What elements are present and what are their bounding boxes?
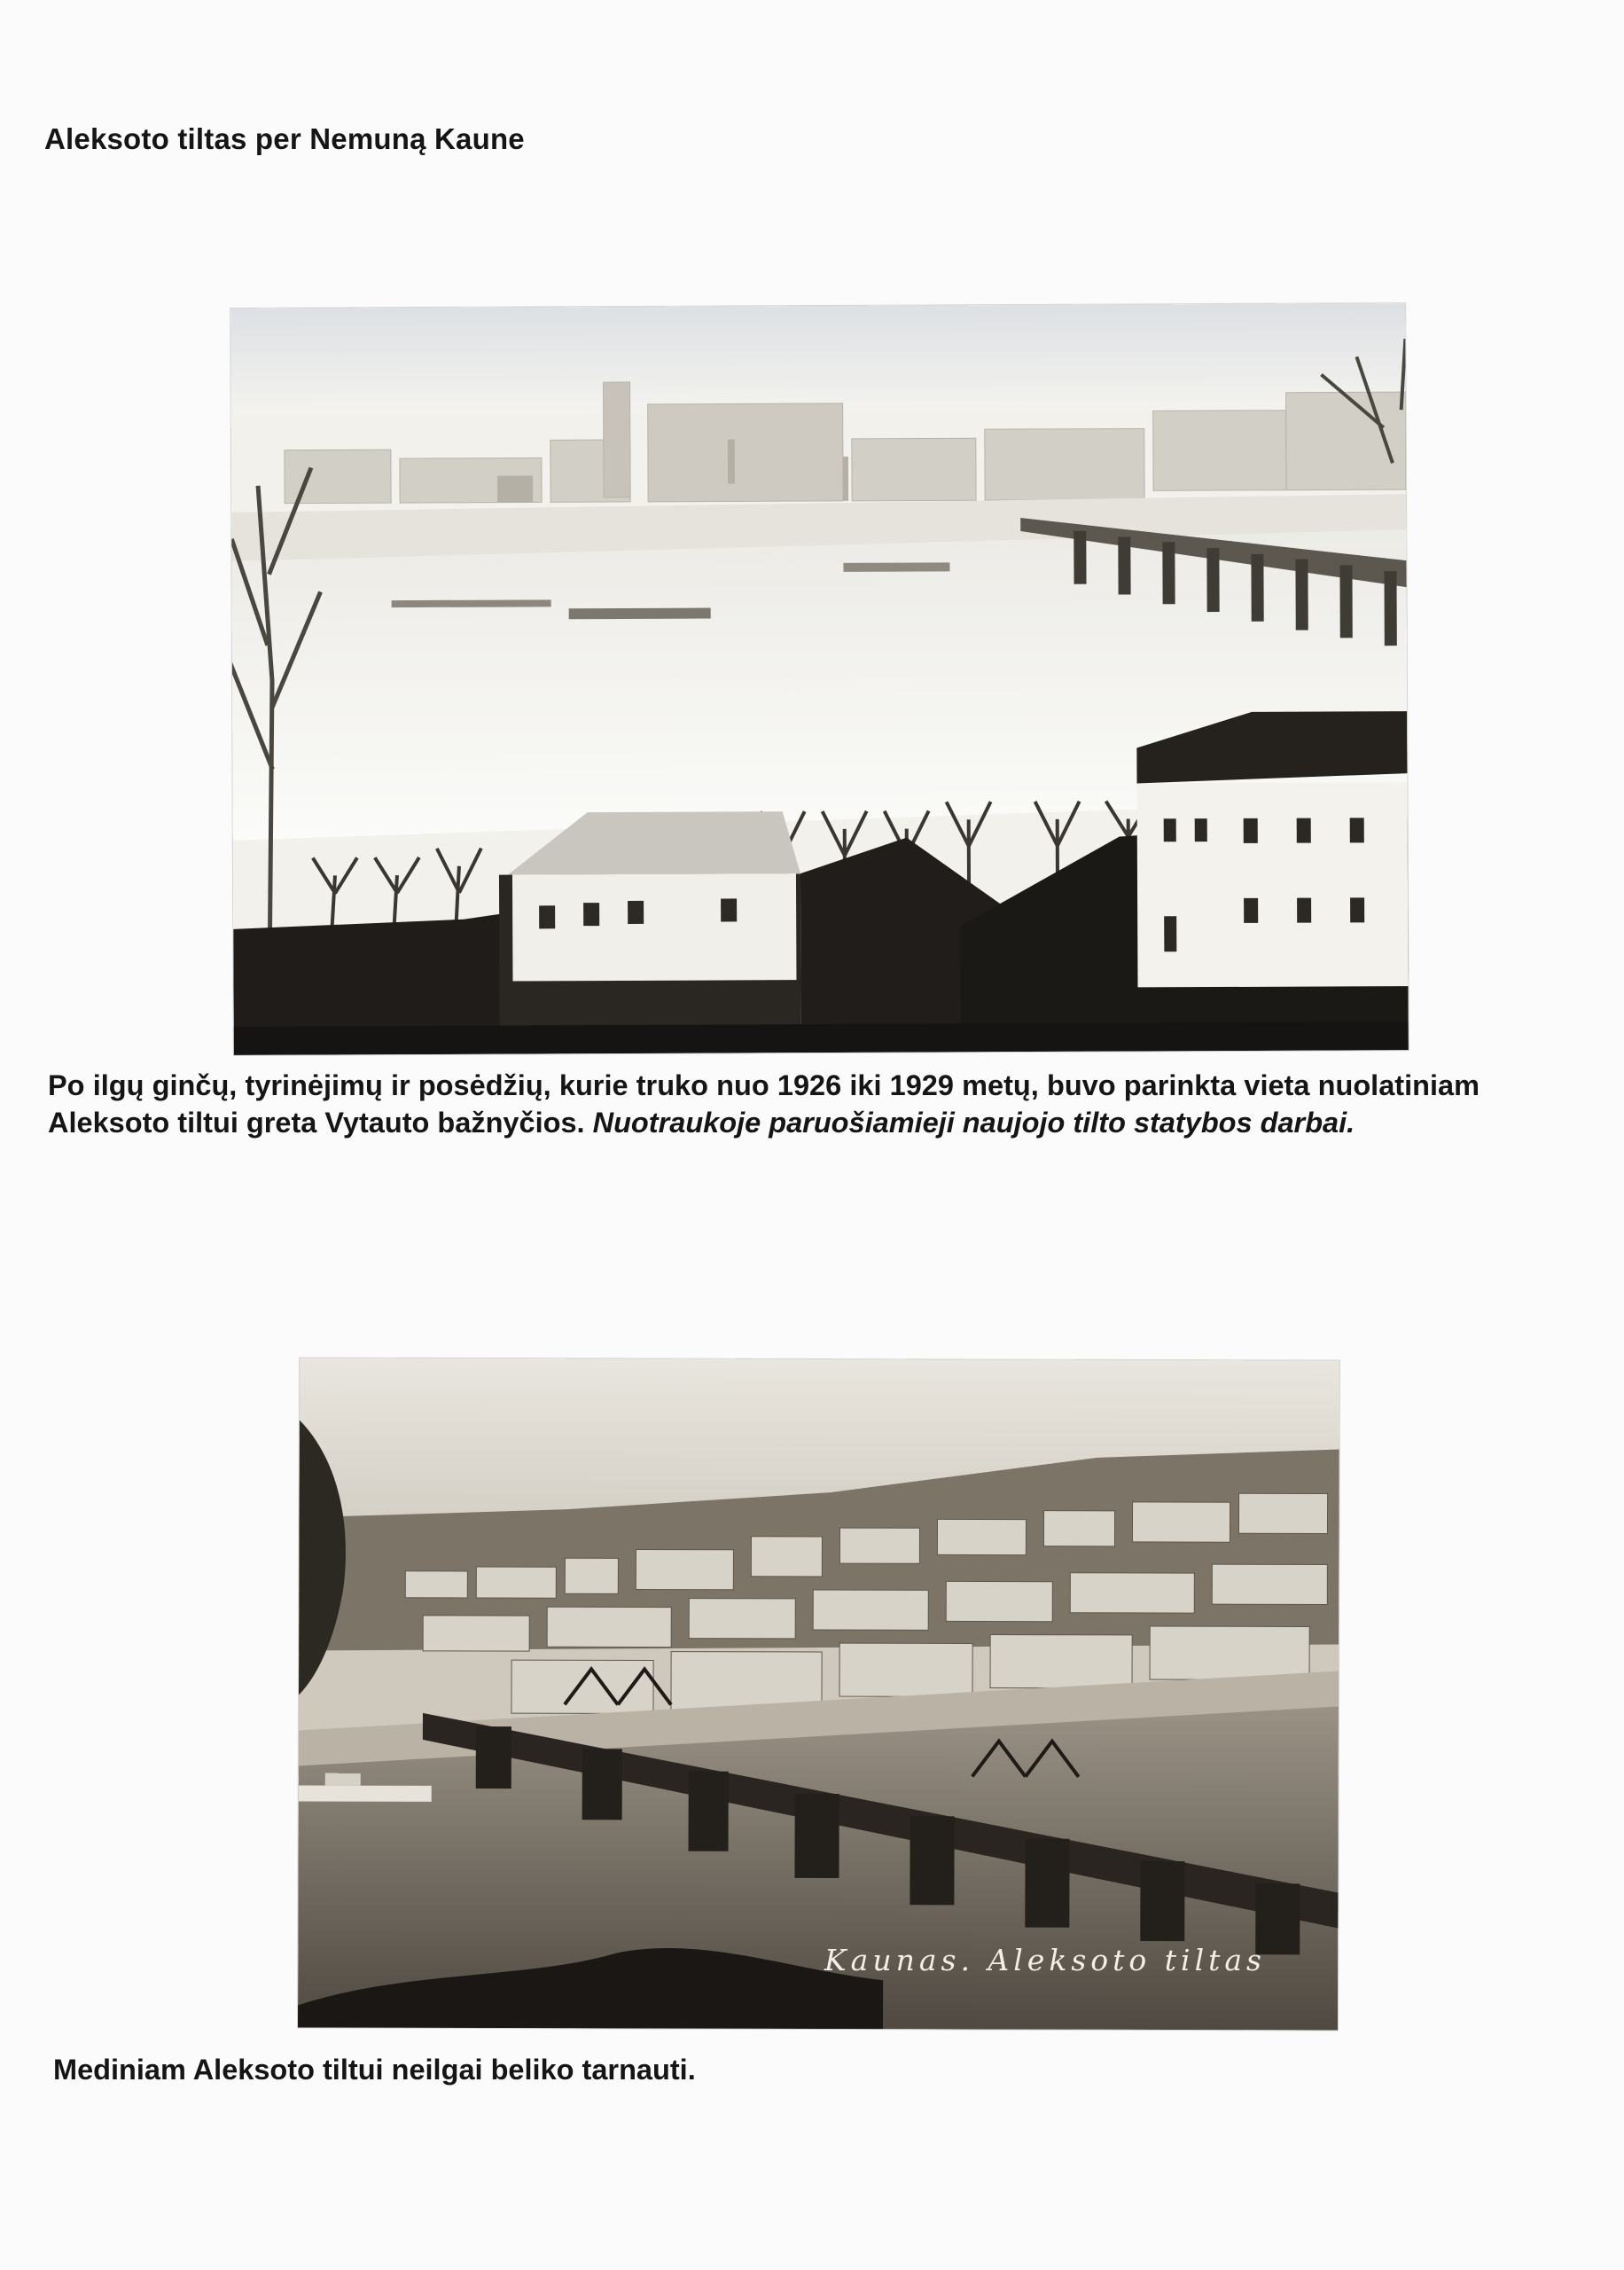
page-heading: Aleksoto tiltas per Nemuną Kaune: [44, 122, 525, 155]
photo-illustration: [230, 303, 1409, 1055]
photo1-caption: [48, 1067, 1480, 1141]
postcard-inscription: Kaunas. Aleksoto tiltas: [824, 1943, 1266, 1977]
caption-regular-text: Po ilgų ginčų, tyrinėjimų ir posėdžių, kurie truko nuo 1926 iki 1929 metų, buvo parinkta vieta nuolatiniam Aleksoto tiltui greta Vytauto bažnyčios.: [48, 1069, 1480, 1139]
caption-italic-text: Nuotraukoje paruošiamieji naujojo tilto statybos darbai.: [592, 1107, 1355, 1139]
river-bridge-photo: [230, 303, 1409, 1055]
postcard-illustration: [298, 1358, 1339, 2030]
photo2-caption: Mediniam Aleksoto tiltui neilgai beliko tarnauti.: [53, 2054, 696, 2086]
aleksotas-bridge-postcard: [298, 1358, 1339, 2030]
